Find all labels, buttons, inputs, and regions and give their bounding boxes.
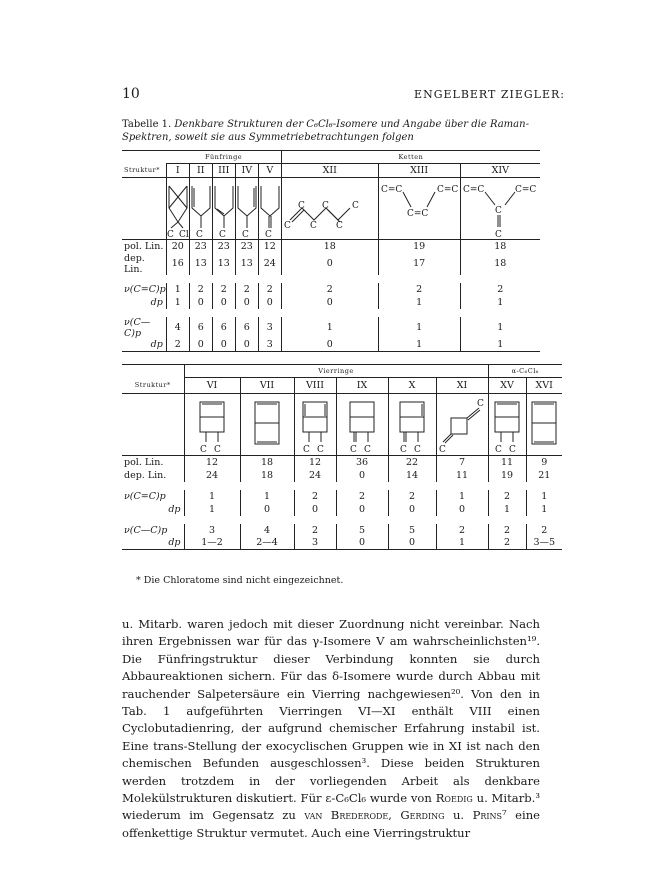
structure-cell [488, 394, 526, 456]
atom-label: C [350, 444, 357, 454]
structure-II-drawing [190, 180, 212, 238]
row-label: dp [150, 339, 163, 351]
atom-label: C [310, 220, 318, 231]
struktur-label: Struktur* [134, 381, 171, 390]
table-cell: 3—5 [526, 537, 562, 550]
table-cell: 1 [526, 490, 562, 503]
table-cell: 1 [436, 537, 488, 550]
text-run: u. Mitarb.³ wiederum im Gegensatz zu [122, 791, 541, 823]
body-text [122, 616, 540, 842]
column-header: XIV [460, 164, 540, 178]
table-cell: 0 [240, 503, 294, 516]
table-cell: 1 [460, 339, 540, 352]
table-cell: 3 [294, 537, 336, 550]
structure-cell [212, 178, 235, 240]
atom-label: C [495, 205, 503, 216]
text-run: u. [452, 808, 465, 823]
atom-label: C [322, 200, 330, 211]
structure-cell [166, 178, 189, 240]
column-header: III [212, 164, 235, 178]
table-cell: 3 [258, 339, 281, 352]
table-cell: 1 [488, 503, 526, 516]
column-header: V [258, 164, 281, 178]
atom-label: C [200, 444, 207, 454]
structure-cell [336, 394, 388, 456]
atom-label: Cl [178, 229, 189, 238]
atom-label: C [364, 444, 371, 454]
table-cell: 5 [336, 524, 388, 537]
table-cell: 0 [336, 469, 388, 482]
table-caption [122, 118, 542, 144]
column-header: IX [336, 378, 388, 394]
structure-cell [189, 178, 212, 240]
structure-cell [460, 178, 540, 240]
structure-XI-drawing [439, 396, 485, 454]
atom-label: C [303, 444, 310, 454]
table-cell: 19 [378, 240, 460, 253]
running-head: ENGELBERT ZIEGLER: [414, 88, 565, 101]
table-cell: 6 [212, 317, 235, 339]
structure-cell [258, 178, 281, 240]
column-header: IV [235, 164, 258, 178]
table-cell: 0 [388, 537, 436, 550]
atom-label: C [400, 444, 407, 454]
structure-cell [184, 394, 240, 456]
atom-label: C [439, 444, 446, 454]
column-header: XV [488, 378, 526, 394]
table-cell: 1 [526, 503, 562, 516]
table-cell: 4 [166, 317, 189, 339]
table-cell: 1 [184, 503, 240, 516]
table-cell: 1 [460, 317, 540, 339]
row-label: pol. Lin. [124, 456, 164, 468]
table-cell: 6 [189, 317, 212, 339]
table-cell: 0 [235, 296, 258, 309]
struktur-label: Struktur* [124, 166, 160, 175]
table-cell: 1 [240, 490, 294, 503]
structure-cell [294, 394, 336, 456]
table-cell: 2 [526, 524, 562, 537]
table-cell: 2—4 [240, 537, 294, 550]
structure-VII-drawing [247, 396, 287, 454]
atom-label: C [477, 398, 484, 409]
text-run: u. Mitarb. waren jedoch mit dieser Zuordnung nicht vereinbar. Nach ihren Ergebnissen war für das γ-Isomere V am wahrscheinlichsten¹⁹. Die Fünfringstruktur dieser Verbindung konnten sie durch Abbaureaktionen sichern. Für das δ-Isomere wurde durch Abbau mit rauchender Salpetersäure ein Vierring nachgewiesen²⁰. Von den in Tab. 1 aufgeführten Vierringen VI—XI enthält VIII einen Cyclobutadienring, der aufgrund chemischer Erfahrung instabil ist. Eine trans-Stellung der exocyclischen Gruppen wie in XI ist nach den chemischen Befunden ausgeschlossen³. Diese beiden Strukturen werden trotzdem in der vorliegenden Arbeit als denkbare Molekülstrukturen diskutiert. Für ε-C₆Cl₆ wurde von [122, 617, 540, 806]
table-cell: 1 [378, 317, 460, 339]
atom-label: C [352, 200, 360, 211]
table-cell: 23 [189, 240, 212, 253]
structure-cell [281, 178, 378, 240]
table-cell: 0 [281, 339, 378, 352]
table-cell: 1 [166, 296, 189, 309]
table-cell: 11 [436, 469, 488, 482]
text-run: ⁷ eine offenkettige Struktur vermutet. Auch eine Vierringstruktur [122, 808, 541, 840]
row-label: dep. Lin. [124, 252, 145, 275]
structure-cell [436, 394, 488, 456]
caption-label: Tabelle 1. [122, 119, 172, 130]
table-cell: 36 [336, 456, 388, 469]
row-label: ν(C—C)p [124, 316, 151, 339]
table-cell: 0 [336, 503, 388, 516]
atom-label: C [317, 444, 324, 454]
atom-label: C [284, 220, 292, 231]
table-cell: 2 [212, 283, 235, 296]
structure-III-drawing [213, 180, 235, 238]
atom-label: C [214, 444, 221, 454]
atom-label: C [509, 444, 516, 454]
table-cell: 5 [388, 524, 436, 537]
table-cell: 12 [294, 456, 336, 469]
page-number: 10 [122, 86, 140, 102]
table-2 [122, 364, 562, 550]
table-cell: 3 [184, 524, 240, 537]
table-cell: 0 [388, 503, 436, 516]
structure-XIII-drawing [379, 180, 459, 238]
table-1 [122, 150, 540, 352]
atom-label: C [218, 229, 226, 238]
structure-V-drawing [259, 180, 281, 238]
caption-text: Denkbare Strukturen der C₆Cl₆-Isomere und Angabe über die Raman-Spektren, soweit sie aus Symmetriebetrachtungen folgen [122, 119, 529, 143]
structure-X-drawing [392, 396, 432, 454]
table-cell: 2 [189, 283, 212, 296]
table-cell: 14 [388, 469, 436, 482]
table-cell: 2 [488, 537, 526, 550]
structure-cell [378, 178, 460, 240]
table-cell: 2 [488, 524, 526, 537]
table-cell: 17 [378, 253, 460, 275]
structure-cell [240, 394, 294, 456]
structure-XVI-drawing [527, 396, 561, 454]
column-header: XII [281, 164, 378, 178]
table-cell: 2 [336, 490, 388, 503]
table-cell: 0 [436, 503, 488, 516]
atom-label: C [495, 444, 502, 454]
row-label: dep. Lin. [124, 469, 167, 481]
author-name: van Brederode, Gerding [304, 808, 445, 823]
atom-label: C=C [463, 184, 485, 195]
table-cell: 2 [294, 490, 336, 503]
column-header: VII [240, 378, 294, 394]
structure-cell [235, 178, 258, 240]
column-header: II [189, 164, 212, 178]
table-cell: 2 [378, 283, 460, 296]
column-header: XI [436, 378, 488, 394]
table-cell: 0 [336, 537, 388, 550]
group-header-ketten: Ketten [281, 151, 540, 164]
atom-label: C [414, 444, 421, 454]
table-cell: 24 [258, 253, 281, 275]
atom-label: C [195, 229, 203, 238]
table-cell: 12 [258, 240, 281, 253]
table-cell: 2 [258, 283, 281, 296]
atom-label: C [166, 229, 174, 238]
structure-cell [526, 394, 562, 456]
table-cell: 18 [460, 253, 540, 275]
row-label: ν(C—C)p [124, 524, 168, 536]
table-cell: 0 [235, 339, 258, 352]
group-header-alpha: α-C₆Cl₆ [488, 365, 562, 378]
structure-IV-drawing [236, 180, 258, 238]
atom-label: C [298, 200, 306, 211]
table-footnote: * Die Chloratome sind nicht eingezeichnet. [136, 575, 344, 586]
row-label: pol. Lin. [124, 240, 164, 252]
table-cell: 19 [488, 469, 526, 482]
table-cell: 23 [235, 240, 258, 253]
table-cell: 13 [235, 253, 258, 275]
table-cell: 0 [294, 503, 336, 516]
paragraph [122, 616, 540, 842]
table-cell: 1—2 [184, 537, 240, 550]
table-cell: 2 [294, 524, 336, 537]
structure-IX-drawing [343, 396, 381, 454]
table-cell: 4 [240, 524, 294, 537]
column-header: XVI [526, 378, 562, 394]
table-cell: 0 [281, 253, 378, 275]
table-cell: 2 [488, 490, 526, 503]
row-label: dp [150, 296, 163, 308]
author-name: Roedig [435, 791, 473, 806]
atom-label: C [336, 220, 344, 231]
table-cell: 2 [436, 524, 488, 537]
table-cell: 1 [460, 296, 540, 309]
table-cell: 0 [212, 339, 235, 352]
table-cell: 1 [166, 283, 189, 296]
table-cell: 11 [488, 456, 526, 469]
table-cell: 1 [184, 490, 240, 503]
atom-label: C=C [515, 184, 537, 195]
table-cell: 0 [258, 296, 281, 309]
column-header: I [166, 164, 189, 178]
table-cell: 24 [294, 469, 336, 482]
structure-XII-drawing [282, 180, 377, 238]
table-cell: 23 [212, 240, 235, 253]
structure-VI-drawing [192, 396, 232, 454]
atom-label: C [495, 229, 503, 238]
table-cell: 1 [436, 490, 488, 503]
group-header-funfringe: Fünfringe [166, 151, 281, 164]
table-cell: 1 [378, 339, 460, 352]
table-cell: 0 [189, 339, 212, 352]
table-cell: 2 [388, 490, 436, 503]
table-cell: 18 [240, 456, 294, 469]
column-header: X [388, 378, 436, 394]
structure-VIII-drawing [295, 396, 335, 454]
table-cell: 1 [378, 296, 460, 309]
table-cell: 24 [184, 469, 240, 482]
group-header-vierringe: Vierringe [184, 365, 488, 378]
table-cell: 2 [460, 283, 540, 296]
table-cell: 6 [235, 317, 258, 339]
row-label: ν(C=C)p [124, 490, 166, 502]
table-cell: 18 [240, 469, 294, 482]
atom-label: C [241, 229, 249, 238]
row-label: ν(C=C)p [124, 283, 166, 295]
author-name: Prins [472, 808, 503, 823]
row-label: dp [168, 503, 181, 515]
table-cell: 7 [436, 456, 488, 469]
table-cell: 18 [281, 240, 378, 253]
table-cell: 2 [235, 283, 258, 296]
table-cell: 20 [166, 240, 189, 253]
structure-XV-drawing [489, 396, 525, 454]
column-header: VI [184, 378, 240, 394]
table-cell: 12 [184, 456, 240, 469]
structure-I-drawing [167, 180, 189, 238]
table-cell: 0 [212, 296, 235, 309]
atom-label: C=C [437, 184, 459, 195]
table-cell: 3 [258, 317, 281, 339]
structure-cell [388, 394, 436, 456]
atom-label: C=C [381, 184, 403, 195]
table-cell: 0 [189, 296, 212, 309]
table-cell: 21 [526, 469, 562, 482]
atom-label: C [264, 229, 272, 238]
table-cell: 1 [281, 317, 378, 339]
column-header: VIII [294, 378, 336, 394]
table-cell: 9 [526, 456, 562, 469]
table-cell: 22 [388, 456, 436, 469]
column-header: XIII [378, 164, 460, 178]
row-label: dp [168, 537, 181, 549]
table-cell: 13 [212, 253, 235, 275]
structure-XIV-drawing [461, 180, 539, 238]
table-cell: 2 [166, 339, 189, 352]
table-cell: 0 [281, 296, 378, 309]
atom-label: C=C [407, 208, 429, 219]
table-cell: 16 [166, 253, 189, 275]
table-cell: 18 [460, 240, 540, 253]
table-cell: 2 [281, 283, 378, 296]
table-cell: 13 [189, 253, 212, 275]
